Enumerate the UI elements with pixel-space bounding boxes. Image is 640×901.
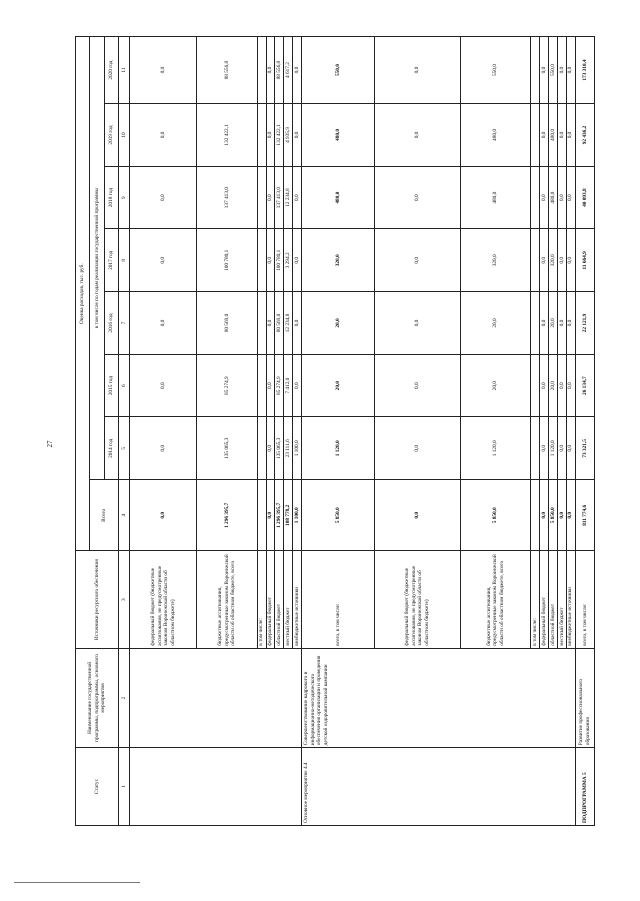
value-cell: 1 120,0 (302, 417, 374, 480)
value-cell (257, 104, 266, 167)
value-cell (257, 37, 266, 104)
value-cell: 3 294,2 (284, 229, 293, 292)
name-cell: Совершенствование кадрового и информационно-методического обеспечения организации и проведения детской оздоровительной кампании (302, 648, 575, 747)
value-cell: 88 556,8 (197, 37, 257, 104)
header-status: Статус (76, 748, 119, 826)
value-cell: 0,0 (539, 354, 548, 417)
value-cell (257, 292, 266, 355)
rotated-table-container (75, 36, 595, 826)
value-cell: 20,0 (461, 354, 531, 417)
value-cell: 550,0 (302, 37, 374, 104)
value-cell: 0,0 (130, 417, 197, 480)
source-cell: областной бюджет (548, 551, 557, 648)
header-year: 2018 год (104, 166, 118, 229)
value-cell: 92 436,2 (575, 104, 594, 167)
value-cell: 0,0 (130, 292, 197, 355)
value-cell: 0,0 (130, 104, 197, 167)
value-cell: 0,0 (130, 354, 197, 417)
value-cell: 0,0 (374, 229, 461, 292)
name-cell: Развитие профессионального образования (575, 648, 594, 747)
value-cell: 0,0 (566, 104, 575, 167)
header-year: 2020 год (104, 37, 118, 104)
table-row (302, 37, 374, 826)
header-by-years: в том числе по годам реализации государственной программы (90, 37, 104, 480)
value-cell: 108 778,2 (284, 480, 293, 551)
value-cell: 0,0 (539, 480, 548, 551)
header-year: 2014 год (104, 417, 118, 480)
column-index: 4 (119, 480, 130, 551)
source-cell: федеральный бюджет (бюджетные ассигнования, не предусмотренные законом Воронежской области об областном бюджете) (374, 551, 461, 648)
value-cell: 0,0 (266, 480, 275, 551)
header-estimate: Оценка расходов, тыс. руб. (76, 37, 90, 552)
footer-rule (14, 882, 140, 883)
value-cell: 320,0 (548, 229, 557, 292)
value-cell: 173 310,4 (575, 37, 594, 104)
value-cell (530, 292, 539, 355)
value-cell: 811 774,6 (575, 480, 594, 551)
value-cell: 85 274,9 (275, 354, 284, 417)
value-cell: 480,0 (302, 104, 374, 167)
header-year: 2017 год (104, 229, 118, 292)
value-cell: 480,0 (461, 104, 531, 167)
value-cell: 0,0 (566, 417, 575, 480)
source-cell: в том числе: (257, 551, 266, 648)
value-cell: 135 065,3 (275, 417, 284, 480)
budget-table (75, 36, 595, 826)
value-cell: 22 121,9 (575, 292, 594, 355)
column-index: 1 (119, 748, 130, 826)
value-cell (530, 480, 539, 551)
column-index: 5 (119, 417, 130, 480)
value-cell (530, 166, 539, 229)
value-cell: 0,0 (566, 292, 575, 355)
value-cell: 0,0 (374, 166, 461, 229)
value-cell: 0,0 (293, 354, 302, 417)
page-number: 27 (46, 440, 54, 448)
value-cell: 0,0 (293, 104, 302, 167)
header-total: Всего (90, 480, 119, 551)
source-cell: бюджетные ассигнования, предусмотренные законом Воронежской области об областном бюджете, всего (197, 551, 257, 648)
status-cell-empty (130, 748, 302, 826)
source-cell: областной бюджет (275, 551, 284, 648)
value-cell: 0,0 (557, 229, 566, 292)
status-cell: ПОДПРОГРАММА 5 (575, 748, 594, 826)
status-cell: Основное мероприятие 4.4 (302, 748, 575, 826)
value-cell: 20,0 (302, 354, 374, 417)
value-cell: 0,0 (130, 480, 197, 551)
value-cell: 20,0 (302, 292, 374, 355)
value-cell: 100 780,1 (275, 229, 284, 292)
column-index: 3 (119, 551, 130, 648)
value-cell: 0,0 (557, 166, 566, 229)
value-cell (530, 417, 539, 480)
value-cell: 7 412,0 (284, 354, 293, 417)
value-cell: 480,0 (548, 166, 557, 229)
value-cell: 0,0 (266, 166, 275, 229)
value-cell: 5 850,0 (302, 480, 374, 551)
value-cell: 11 664,9 (575, 229, 594, 292)
value-cell: 4 935,9 (284, 104, 293, 167)
value-cell: 0,0 (293, 229, 302, 292)
value-cell: 1 100,0 (293, 417, 302, 480)
value-cell (257, 417, 266, 480)
column-index: 10 (119, 104, 130, 167)
value-cell: 0,0 (566, 37, 575, 104)
value-cell: 0,0 (539, 292, 548, 355)
table-row (575, 37, 594, 826)
value-cell (257, 354, 266, 417)
source-cell: бюджетные ассигнования, предусмотренные законом Воронежской области об областном бюджете, всего (461, 551, 531, 648)
value-cell: 0,0 (557, 104, 566, 167)
column-index: 6 (119, 354, 130, 417)
value-cell (257, 166, 266, 229)
value-cell: 480,0 (548, 104, 557, 167)
value-cell: 320,0 (302, 229, 374, 292)
value-cell: 20,0 (548, 354, 557, 417)
value-cell: 85 274,9 (197, 354, 257, 417)
value-cell: 320,0 (461, 229, 531, 292)
value-cell: 0,0 (374, 480, 461, 551)
value-cell: 1 120,0 (461, 417, 531, 480)
value-cell: 0,0 (293, 37, 302, 104)
value-cell: 132 422,1 (275, 104, 284, 167)
value-cell: 480,0 (461, 166, 531, 229)
value-cell: 0,0 (130, 37, 197, 104)
header-year: 2016 год (104, 292, 118, 355)
source-cell: внебюджетные источники (293, 551, 302, 648)
value-cell: 0,0 (266, 354, 275, 417)
value-cell: 100 780,1 (197, 229, 257, 292)
value-cell: 5 850,0 (461, 480, 531, 551)
value-cell: 0,0 (566, 480, 575, 551)
source-cell: внебюджетные источники (566, 551, 575, 648)
value-cell: 23 111,6 (284, 417, 293, 480)
value-cell: 26 134,7 (575, 354, 594, 417)
value-cell: 0,0 (566, 166, 575, 229)
value-cell: 0,0 (130, 229, 197, 292)
value-cell: 0,0 (539, 229, 548, 292)
value-cell: 0,0 (266, 104, 275, 167)
column-index: 7 (119, 292, 130, 355)
value-cell: 0,0 (374, 417, 461, 480)
value-cell (257, 480, 266, 551)
value-cell: 137 413,0 (275, 166, 284, 229)
value-cell: 20,0 (548, 292, 557, 355)
header-year: 2015 год (104, 354, 118, 417)
value-cell: 0,0 (374, 354, 461, 417)
value-cell: 0,0 (566, 229, 575, 292)
value-cell: 0,0 (293, 166, 302, 229)
value-cell: 132 422,1 (197, 104, 257, 167)
value-cell (530, 104, 539, 167)
column-index: 9 (119, 166, 130, 229)
source-cell: всего, в том числе: (302, 551, 374, 648)
name-cell-empty (130, 648, 302, 747)
value-cell: 550,0 (548, 37, 557, 104)
value-cell: 135 065,3 (197, 417, 257, 480)
column-index: 11 (119, 37, 130, 104)
value-cell: 4 617,2 (284, 37, 293, 104)
source-cell: всего, в том числе: (575, 551, 594, 648)
value-cell: 0,0 (266, 37, 275, 104)
value-cell: 1 120,0 (548, 417, 557, 480)
source-cell: федеральный бюджет (539, 551, 548, 648)
value-cell: 0,0 (374, 292, 461, 355)
source-cell: местный бюджет (284, 551, 293, 648)
column-index: 2 (119, 648, 130, 747)
value-cell: 88 556,8 (275, 37, 284, 104)
value-cell: 80 569,0 (275, 292, 284, 355)
value-cell: 0,0 (557, 354, 566, 417)
value-cell: 0,0 (539, 104, 548, 167)
value-cell: 20,0 (461, 292, 531, 355)
value-cell: 0,0 (266, 292, 275, 355)
value-cell: 40 093,8 (575, 166, 594, 229)
value-cell: 0,0 (130, 166, 197, 229)
source-cell: федеральный бюджет (266, 551, 275, 648)
value-cell: 0,0 (557, 417, 566, 480)
value-cell: 0,0 (293, 292, 302, 355)
value-cell: 0,0 (539, 166, 548, 229)
value-cell: 12 234,8 (284, 166, 293, 229)
value-cell: 1 296 395,7 (197, 480, 257, 551)
value-cell: 0,0 (557, 37, 566, 104)
value-cell: 480,0 (302, 166, 374, 229)
header-source: Источники ресурсного обеспечения (76, 551, 119, 648)
value-cell: 137 413,0 (197, 166, 257, 229)
value-cell: 0,0 (374, 104, 461, 167)
value-cell: 0,0 (566, 354, 575, 417)
value-cell (530, 354, 539, 417)
value-cell: 0,0 (266, 229, 275, 292)
value-cell: 0,0 (539, 417, 548, 480)
value-cell (530, 229, 539, 292)
value-cell: 0,0 (557, 292, 566, 355)
value-cell: 5 850,0 (548, 480, 557, 551)
value-cell (257, 229, 266, 292)
source-cell: федеральный бюджет (бюджетные ассигнования, не предусмотренные законом Воронежской области об областном бюджете) (130, 551, 197, 648)
header-name: Наименование государственной программы, подпрограммы, основного мероприятия (76, 648, 119, 747)
source-cell: местный бюджет (557, 551, 566, 648)
value-cell: 550,0 (461, 37, 531, 104)
table-row (130, 37, 197, 826)
value-cell: 0,0 (539, 37, 548, 104)
column-index: 8 (119, 229, 130, 292)
value-cell: 0,0 (374, 37, 461, 104)
value-cell: 1 296 395,7 (275, 480, 284, 551)
value-cell: 12 234,8 (284, 292, 293, 355)
value-cell: 80 569,0 (197, 292, 257, 355)
value-cell (530, 37, 539, 104)
value-cell: 0,0 (557, 480, 566, 551)
value-cell: 0,0 (266, 417, 275, 480)
header-year: 2019 год (104, 104, 118, 167)
value-cell: 73 321,5 (575, 417, 594, 480)
value-cell: 1 100,0 (293, 480, 302, 551)
source-cell: в том числе: (530, 551, 539, 648)
